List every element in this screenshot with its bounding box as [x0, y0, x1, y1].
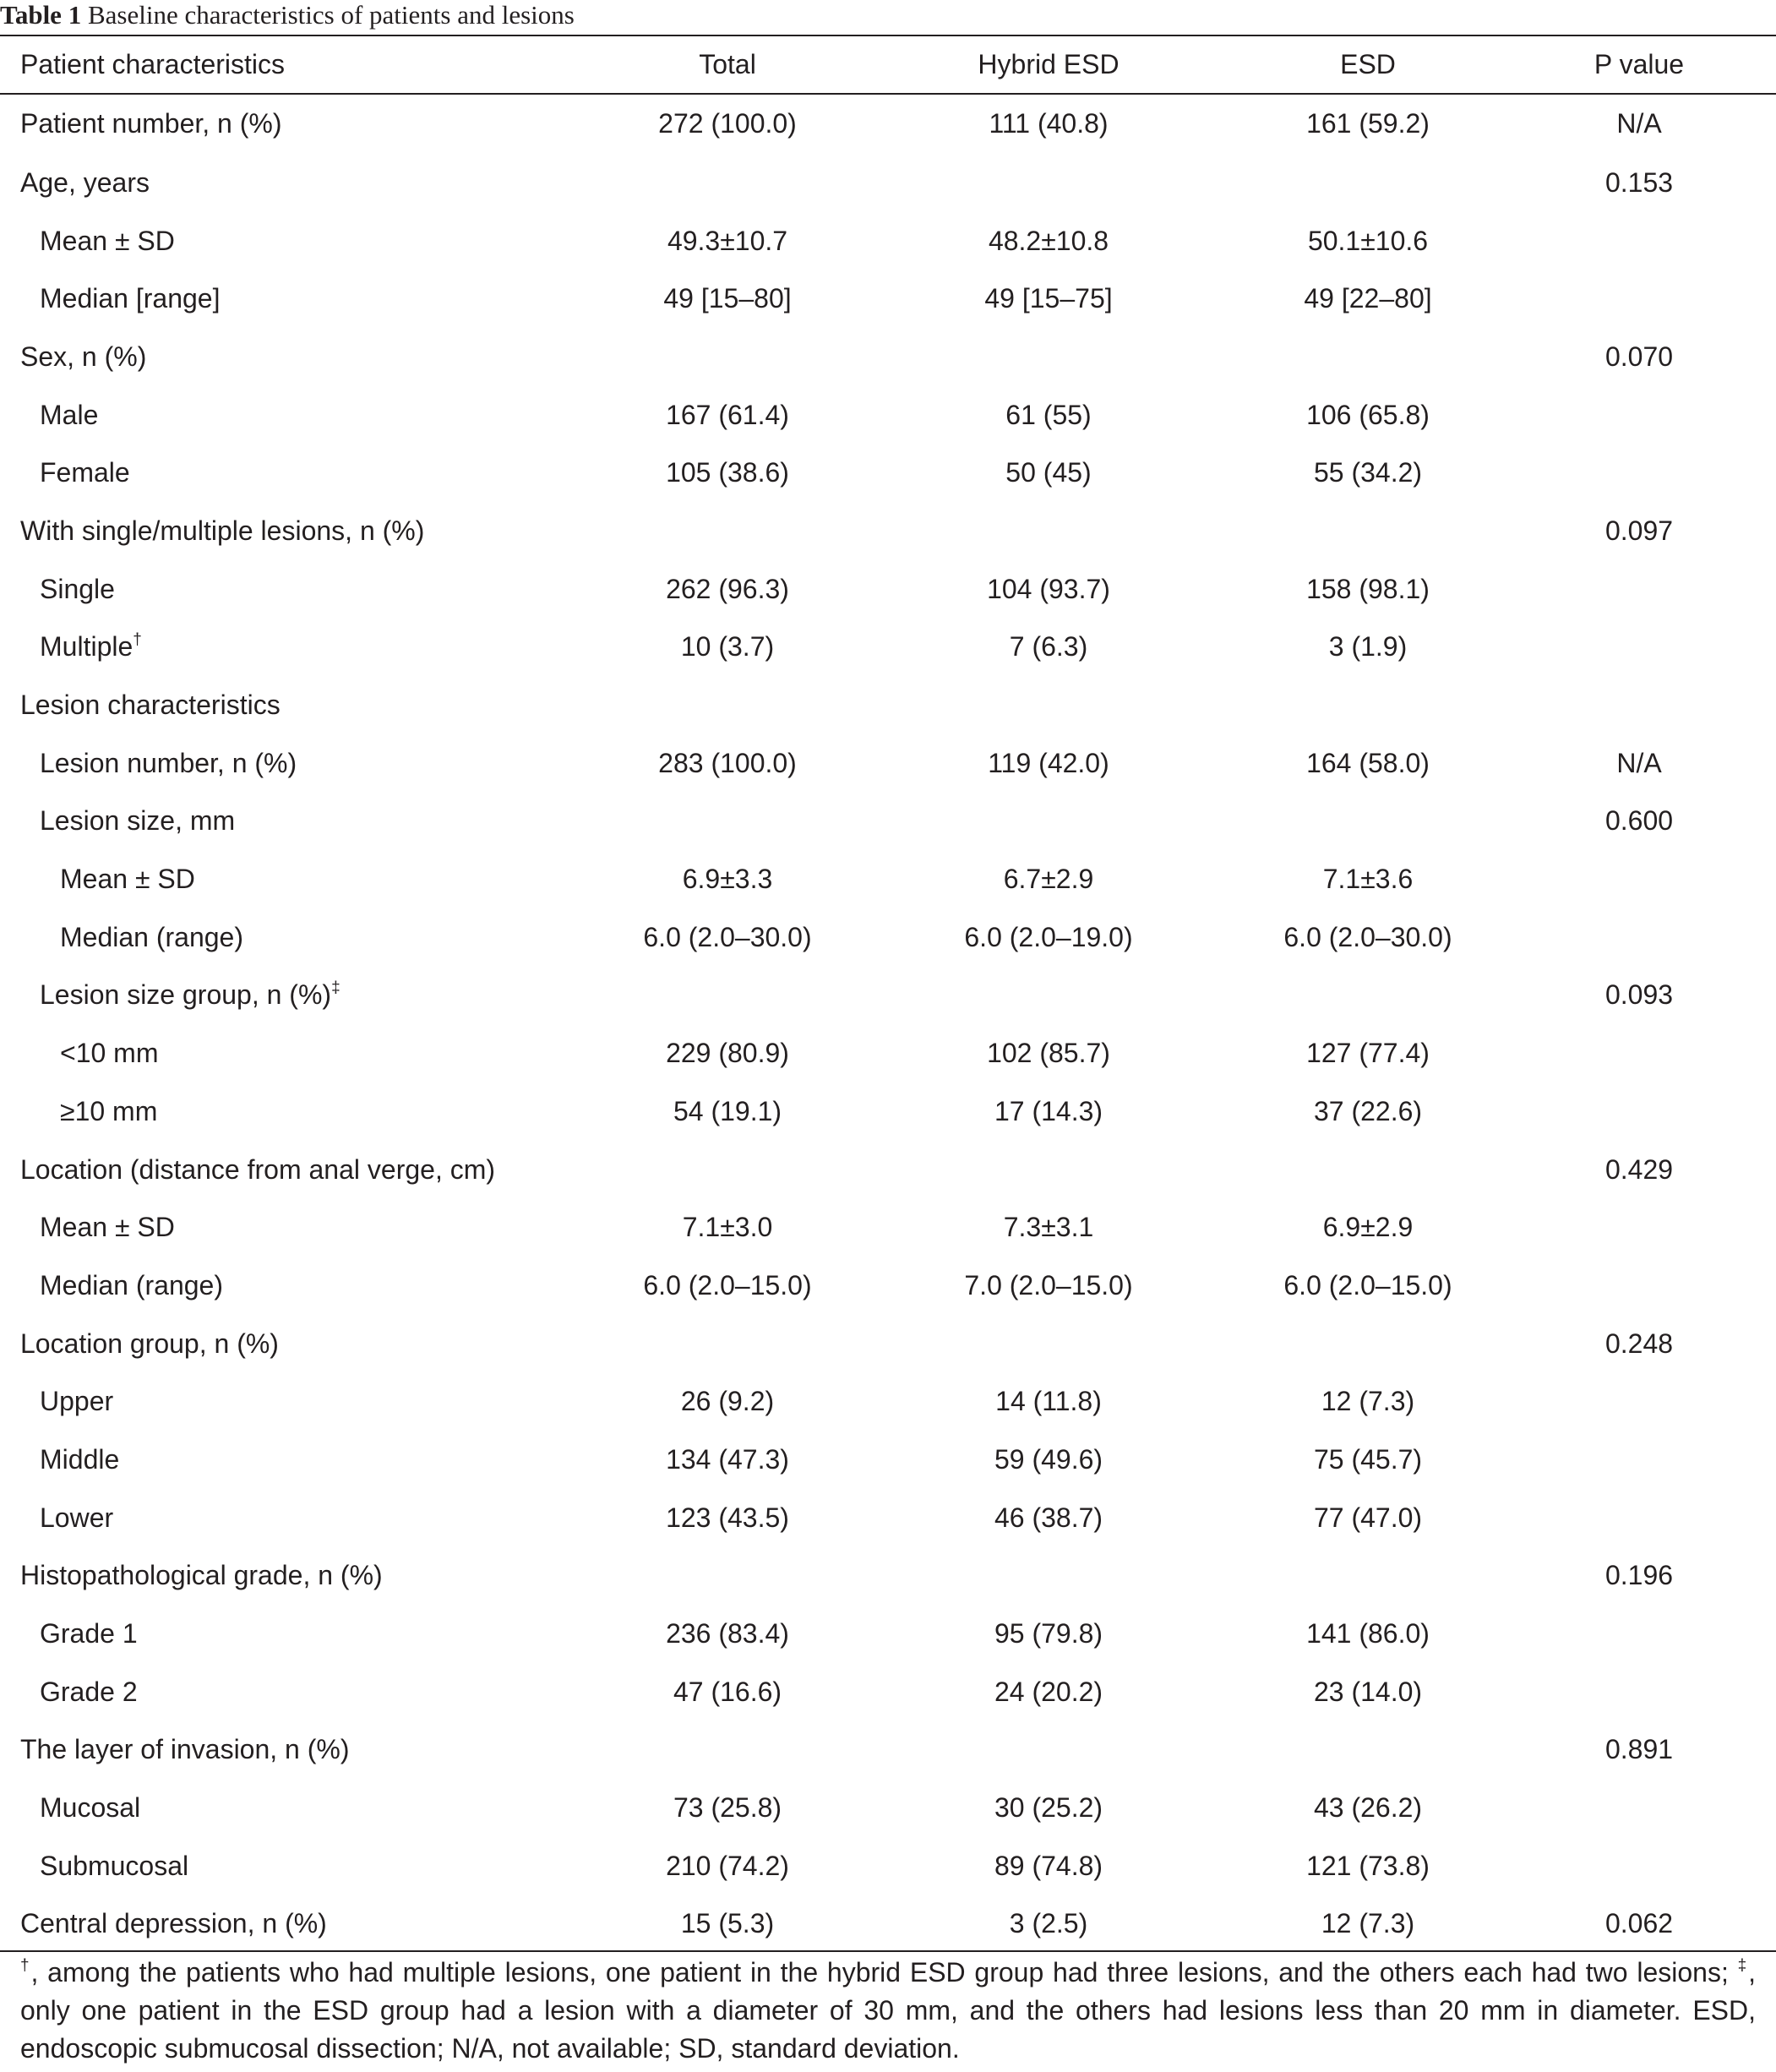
- row-label-cell: [0, 502, 591, 560]
- p-value-cell: [1502, 908, 1776, 967]
- row-label: Histopathological grade, n (%): [20, 1560, 383, 1591]
- hybrid-esd-cell: 49 [15–75]: [984, 283, 1113, 314]
- total-cell: 47 (16.6): [673, 1676, 782, 1707]
- row-label-cell: [0, 1721, 591, 1780]
- hybrid-esd-cell: [863, 1721, 1234, 1780]
- hybrid-esd-cell: [863, 154, 1234, 212]
- esd-cell: 49 [22–80]: [1304, 283, 1432, 314]
- row-label-cell: [0, 560, 591, 619]
- table-row: [0, 967, 1776, 1025]
- p-value-cell: [1502, 270, 1776, 328]
- row-label: Submucosal: [40, 1850, 189, 1881]
- row-label-cell: [0, 328, 591, 386]
- esd-cell: 6.9±2.9: [1322, 1212, 1414, 1243]
- footnote-double-dagger-mark: ‡: [1737, 1956, 1749, 1975]
- hybrid-esd-cell: 119 (42.0): [988, 747, 1109, 778]
- total-cell: 272 (100.0): [658, 107, 797, 139]
- row-label-cell: [0, 93, 591, 154]
- total-cell: 105 (38.6): [666, 457, 789, 488]
- esd-cell: 164 (58.0): [1306, 747, 1430, 778]
- esd-cell: 3 (1.9): [1328, 631, 1408, 662]
- table-row: [0, 93, 1776, 154]
- p-value-cell: [1502, 560, 1776, 619]
- total-cell: 7.1±3.0: [682, 1212, 773, 1243]
- row-label: Lesion characteristics: [20, 690, 281, 721]
- table-row: [0, 676, 1776, 734]
- table-row: [0, 1372, 1776, 1431]
- total-cell: 15 (5.3): [680, 1908, 775, 1939]
- table-row: [0, 560, 1776, 619]
- header-patient-characteristics: Patient characteristics: [20, 49, 286, 79]
- row-label: Lower: [40, 1502, 114, 1533]
- total-cell: [591, 502, 863, 560]
- esd-cell: [1234, 793, 1502, 851]
- table-row: [0, 328, 1776, 386]
- header-row: [0, 36, 1776, 93]
- esd-cell: 161 (59.2): [1306, 107, 1430, 139]
- hybrid-esd-cell: [863, 676, 1234, 734]
- caption-title: Baseline characteristics of patients and lesions: [87, 0, 575, 30]
- hybrid-esd-cell: 102 (85.7): [987, 1038, 1110, 1069]
- table-row: [0, 1141, 1776, 1199]
- row-label: ≥10 mm: [60, 1095, 158, 1126]
- row-label: Mean ± SD: [40, 225, 175, 256]
- hybrid-esd-cell: 48.2±10.8: [988, 225, 1109, 256]
- hybrid-esd-cell: 104 (93.7): [987, 573, 1110, 604]
- baseline-characteristics-table: [0, 36, 1776, 1953]
- table-row: [0, 1605, 1776, 1663]
- esd-cell: [1234, 328, 1502, 386]
- total-cell: [591, 154, 863, 212]
- hybrid-esd-cell: 30 (25.2): [994, 1792, 1103, 1824]
- row-label: Female: [40, 457, 130, 488]
- header-hybrid-esd: Hybrid ESD: [978, 49, 1120, 79]
- p-value-cell: [1502, 1431, 1776, 1489]
- table-row: [0, 444, 1776, 502]
- hybrid-esd-cell: 46 (38.7): [994, 1502, 1103, 1533]
- row-label-cell: [0, 1489, 591, 1547]
- total-cell: 134 (47.3): [666, 1443, 789, 1475]
- hybrid-esd-cell: 24 (20.2): [994, 1676, 1103, 1707]
- table-row: [0, 1895, 1776, 1954]
- total-cell: [591, 967, 863, 1025]
- table-caption: [0, 0, 575, 30]
- esd-cell: 127 (77.4): [1306, 1038, 1430, 1069]
- row-label-cell: [0, 619, 591, 677]
- hybrid-esd-cell: [863, 793, 1234, 851]
- total-cell: 210 (74.2): [666, 1850, 789, 1881]
- total-cell: [591, 793, 863, 851]
- p-value-cell: 0.097: [1604, 515, 1674, 546]
- table-row: [0, 502, 1776, 560]
- row-label: Mucosal: [40, 1792, 141, 1824]
- esd-cell: 106 (65.8): [1306, 399, 1430, 430]
- total-cell: 6.9±3.3: [682, 864, 773, 895]
- esd-cell: [1234, 154, 1502, 212]
- total-cell: [591, 1141, 863, 1199]
- hybrid-esd-cell: 14 (11.8): [995, 1386, 1102, 1417]
- footnote-mark: ‡: [331, 979, 340, 998]
- row-label-cell: [0, 444, 591, 502]
- footnote-dagger-mark: †: [20, 1956, 31, 1975]
- p-value-cell: 0.248: [1604, 1328, 1674, 1359]
- hybrid-esd-cell: 50 (45): [1005, 457, 1092, 488]
- header-esd: ESD: [1340, 49, 1396, 79]
- total-cell: [591, 1315, 863, 1373]
- p-value-cell: [1502, 1779, 1776, 1837]
- table-row: [0, 1257, 1776, 1315]
- row-label-cell: [0, 386, 591, 444]
- p-value-cell: [1502, 386, 1776, 444]
- row-label-cell: [0, 1082, 591, 1141]
- table-row: [0, 386, 1776, 444]
- p-value-cell: [1502, 1837, 1776, 1895]
- hybrid-esd-cell: 7.0 (2.0–15.0): [964, 1269, 1133, 1300]
- p-value-cell: [1502, 676, 1776, 734]
- total-cell: 10 (3.7): [680, 631, 775, 662]
- row-label-cell: [0, 850, 591, 908]
- esd-cell: 12 (7.3): [1321, 1908, 1415, 1939]
- row-label-cell: [0, 1024, 591, 1082]
- hybrid-esd-cell: 89 (74.8): [994, 1850, 1103, 1881]
- row-label-cell: [0, 1315, 591, 1373]
- table-row: [0, 1663, 1776, 1721]
- p-value-cell: 0.153: [1604, 166, 1674, 198]
- row-label: Median (range): [40, 1269, 223, 1300]
- row-label-cell: [0, 1779, 591, 1837]
- hybrid-esd-cell: [863, 1315, 1234, 1373]
- table-row: [0, 734, 1776, 793]
- total-cell: [591, 1547, 863, 1606]
- table-row: [0, 1431, 1776, 1489]
- esd-cell: [1234, 1315, 1502, 1373]
- table-row: [0, 1721, 1776, 1780]
- total-cell: 262 (96.3): [666, 573, 789, 604]
- row-label-cell: [0, 154, 591, 212]
- esd-cell: 23 (14.0): [1313, 1676, 1423, 1707]
- hybrid-esd-cell: [863, 967, 1234, 1025]
- row-label-cell: [0, 1141, 591, 1199]
- esd-cell: 77 (47.0): [1313, 1502, 1423, 1533]
- p-value-cell: [1502, 1024, 1776, 1082]
- row-label: Upper: [40, 1386, 114, 1417]
- header-total: Total: [699, 49, 756, 79]
- total-cell: 26 (9.2): [680, 1386, 775, 1417]
- row-label: <10 mm: [60, 1038, 159, 1069]
- p-value-cell: [1502, 212, 1776, 270]
- esd-cell: 7.1±3.6: [1322, 864, 1414, 895]
- bottom-rule: [0, 1950, 1776, 1952]
- p-value-cell: [1502, 1082, 1776, 1141]
- p-value-cell: [1502, 1198, 1776, 1257]
- total-cell: 229 (80.9): [666, 1038, 789, 1069]
- table-row: [0, 212, 1776, 270]
- esd-cell: 121 (73.8): [1306, 1850, 1430, 1881]
- p-value-cell: [1502, 850, 1776, 908]
- row-label: Single: [40, 573, 115, 604]
- row-label: Grade 1: [40, 1618, 138, 1649]
- esd-cell: 43 (26.2): [1313, 1792, 1423, 1824]
- total-cell: 73 (25.8): [673, 1792, 782, 1824]
- row-label-cell: [0, 1198, 591, 1257]
- hybrid-esd-cell: 95 (79.8): [994, 1618, 1103, 1649]
- row-label: Mean ± SD: [40, 1212, 175, 1243]
- p-value-cell: 0.600: [1604, 805, 1674, 837]
- row-label: Lesion size group, n (%): [40, 979, 332, 1011]
- p-value-cell: 0.891: [1604, 1734, 1674, 1765]
- p-value-cell: 0.429: [1604, 1153, 1674, 1185]
- row-label-cell: [0, 908, 591, 967]
- footnote-text-2: , only one patient in the ESD group had a lesion with a diameter of 30 mm, and the others had lesions less than 20 mm in diameter. ESD, endoscopic submucosal dissection; N/A, not available; SD, standard deviation.: [20, 1957, 1756, 2064]
- header-p-value: P value: [1593, 49, 1685, 79]
- table-row: [0, 1198, 1776, 1257]
- hybrid-esd-cell: 111 (40.8): [989, 107, 1109, 139]
- p-value-cell: [1502, 444, 1776, 502]
- hybrid-esd-cell: [863, 502, 1234, 560]
- esd-cell: 158 (98.1): [1306, 573, 1430, 604]
- table-row: [0, 850, 1776, 908]
- row-label: Middle: [40, 1443, 120, 1475]
- esd-cell: [1234, 676, 1502, 734]
- esd-cell: [1234, 1141, 1502, 1199]
- row-label: Median (range): [60, 921, 243, 952]
- table-row: [0, 1837, 1776, 1895]
- row-label-cell: [0, 1372, 591, 1431]
- row-label: Median [range]: [40, 283, 221, 314]
- row-label: Location (distance from anal verge, cm): [20, 1153, 496, 1185]
- hybrid-esd-cell: 6.0 (2.0–19.0): [964, 921, 1133, 952]
- p-value-cell: [1502, 1257, 1776, 1315]
- table-row: [0, 1489, 1776, 1547]
- total-cell: 54 (19.1): [673, 1095, 782, 1126]
- table-row: [0, 793, 1776, 851]
- row-label-cell: [0, 793, 591, 851]
- row-label-cell: [0, 1895, 591, 1954]
- p-value-cell: N/A: [1616, 107, 1662, 139]
- hybrid-esd-cell: 3 (2.5): [1009, 1908, 1088, 1939]
- row-label-cell: [0, 1547, 591, 1606]
- hybrid-esd-cell: [863, 328, 1234, 386]
- row-label: Age, years: [20, 166, 150, 198]
- row-label: Mean ± SD: [60, 864, 195, 895]
- p-value-cell: [1502, 1663, 1776, 1721]
- total-cell: 6.0 (2.0–30.0): [643, 921, 812, 952]
- table-row: [0, 154, 1776, 212]
- total-cell: 6.0 (2.0–15.0): [643, 1269, 812, 1300]
- total-cell: [591, 676, 863, 734]
- total-cell: 49.3±10.7: [667, 225, 788, 256]
- esd-cell: 37 (22.6): [1313, 1095, 1423, 1126]
- total-cell: 49 [15–80]: [663, 283, 792, 314]
- table-row: [0, 1779, 1776, 1837]
- esd-cell: [1234, 1721, 1502, 1780]
- row-label: Lesion size, mm: [40, 805, 236, 837]
- row-label-cell: [0, 1257, 591, 1315]
- total-cell: 236 (83.4): [666, 1618, 789, 1649]
- row-label-cell: [0, 734, 591, 793]
- esd-cell: 55 (34.2): [1313, 457, 1423, 488]
- row-label: Lesion number, n (%): [40, 747, 297, 778]
- row-label: Sex, n (%): [20, 341, 147, 372]
- p-value-cell: [1502, 619, 1776, 677]
- esd-cell: 6.0 (2.0–15.0): [1283, 1269, 1452, 1300]
- row-label: Grade 2: [40, 1676, 138, 1707]
- p-value-cell: [1502, 1605, 1776, 1663]
- row-label-cell: [0, 1431, 591, 1489]
- p-value-cell: 0.093: [1604, 979, 1674, 1011]
- table-row: [0, 908, 1776, 967]
- hybrid-esd-cell: 61 (55): [1005, 399, 1092, 430]
- row-label: Male: [40, 399, 99, 430]
- row-label-cell: [0, 212, 591, 270]
- row-label: With single/multiple lesions, n (%): [20, 515, 425, 546]
- table-row: [0, 619, 1776, 677]
- total-cell: 283 (100.0): [658, 747, 797, 778]
- row-label: Location group, n (%): [20, 1328, 279, 1359]
- row-label-cell: [0, 967, 591, 1025]
- table-row: [0, 1547, 1776, 1606]
- table-row: [0, 1315, 1776, 1373]
- row-label-cell: [0, 1837, 591, 1895]
- hybrid-esd-cell: 7.3±3.1: [1003, 1212, 1094, 1243]
- table-row: [0, 270, 1776, 328]
- row-label-cell: [0, 1605, 591, 1663]
- p-value-cell: 0.196: [1604, 1560, 1674, 1591]
- hybrid-esd-cell: [863, 1547, 1234, 1606]
- row-label: The layer of invasion, n (%): [20, 1734, 350, 1765]
- total-cell: 123 (43.5): [666, 1502, 789, 1533]
- total-cell: [591, 328, 863, 386]
- table-row: [0, 1082, 1776, 1141]
- esd-cell: 6.0 (2.0–30.0): [1283, 921, 1452, 952]
- hybrid-esd-cell: 7 (6.3): [1009, 631, 1088, 662]
- row-label: Patient number, n (%): [20, 107, 282, 139]
- row-label-cell: [0, 1663, 591, 1721]
- hybrid-esd-cell: 6.7±2.9: [1003, 864, 1094, 895]
- hybrid-esd-cell: 59 (49.6): [994, 1443, 1103, 1475]
- p-value-cell: 0.070: [1604, 341, 1674, 372]
- p-value-cell: 0.062: [1604, 1908, 1674, 1939]
- p-value-cell: [1502, 1372, 1776, 1431]
- footnote-mark: †: [133, 631, 142, 650]
- row-label: Central depression, n (%): [20, 1908, 327, 1939]
- esd-cell: [1234, 1547, 1502, 1606]
- p-value-cell: N/A: [1616, 747, 1662, 778]
- p-value-cell: [1502, 1489, 1776, 1547]
- row-label-cell: [0, 270, 591, 328]
- table-footnote: [20, 1954, 1756, 2068]
- row-label-cell: [0, 676, 591, 734]
- hybrid-esd-cell: 17 (14.3): [994, 1095, 1103, 1126]
- caption-label: Table 1: [0, 0, 82, 30]
- total-cell: 167 (61.4): [666, 399, 789, 430]
- esd-cell: [1234, 967, 1502, 1025]
- row-label: Multiple: [40, 631, 133, 662]
- esd-cell: 75 (45.7): [1313, 1443, 1423, 1475]
- esd-cell: 50.1±10.6: [1307, 225, 1429, 256]
- esd-cell: 141 (86.0): [1306, 1618, 1430, 1649]
- footnote-text-1: , among the patients who had multiple lesions, one patient in the hybrid ESD group had three lesions, and the others each had two lesions;: [30, 1957, 1738, 1987]
- hybrid-esd-cell: [863, 1141, 1234, 1199]
- table-row: [0, 1024, 1776, 1082]
- total-cell: [591, 1721, 863, 1780]
- esd-cell: [1234, 502, 1502, 560]
- esd-cell: 12 (7.3): [1321, 1386, 1415, 1417]
